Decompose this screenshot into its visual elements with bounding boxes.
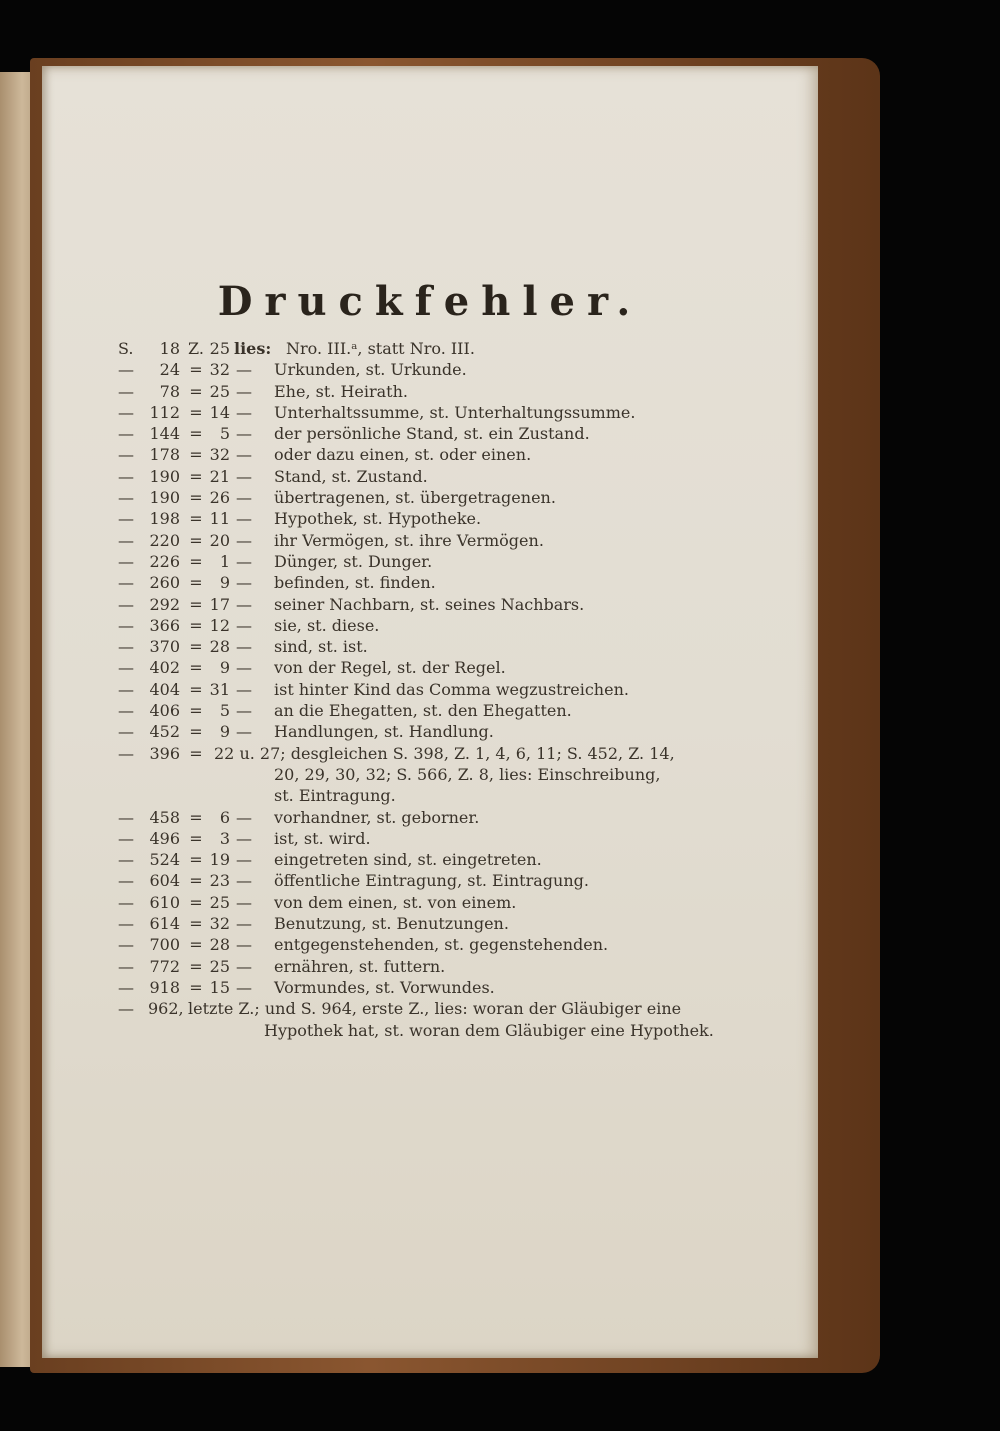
line-number: 12 [209,615,230,635]
dash: — [118,892,134,912]
dash: — [236,722,252,742]
ditto-mark: = [189,594,203,614]
dash: — [236,701,252,721]
errata-row [118,913,758,934]
page-number: 458 [149,807,180,827]
errata-list [118,338,758,1041]
page-number: 190 [149,466,180,486]
correction-text: entgegenstehenden, st. gegenstehenden. [274,935,609,955]
dash: — [236,466,252,486]
dash: — [118,977,134,997]
dash: — [236,402,252,422]
errata-row [118,892,758,913]
correction-text: von der Regel, st. der Regel. [274,658,506,678]
page-number: 18 [159,339,180,358]
errata-row-long [118,743,758,807]
errata-row [118,934,758,955]
correction-text: Urkunden, st. Urkunde. [274,360,467,380]
errata-row [118,487,758,508]
dash: — [236,914,252,934]
dash: — [236,381,252,401]
dash: — [118,807,134,827]
ditto-mark: = [189,573,203,593]
correction-text: ernähren, st. futtern. [274,956,446,976]
ditto-mark: = [189,381,203,401]
ditto-mark: = [189,658,203,678]
dash: — [118,509,134,529]
dash: — [118,402,134,422]
dash: — [118,360,134,380]
ditto-mark: = [189,424,203,444]
correction-text: übertragenen, st. übergetragenen. [274,488,556,508]
errata-row [118,849,758,870]
correction-text: seiner Nachbarn, st. seines Nachbars. [274,594,585,614]
dash: — [236,445,252,465]
dash: — [118,743,134,763]
ditto-mark: = [189,488,203,508]
line-number: 25 [209,381,230,401]
correction-text: ihr Vermögen, st. ihre Vermögen. [274,530,544,550]
line-number: 23 [209,871,230,891]
dash: — [236,956,252,976]
line-number: 25 [209,956,230,976]
dash: — [236,892,252,912]
dash: — [118,466,134,486]
page-number: 396 [149,743,180,763]
line-number: 31 [209,679,230,699]
dash: — [236,871,252,891]
dash: — [236,935,252,955]
line-number: 25 [209,339,230,358]
ditto-mark: = [189,360,203,380]
line-number: 1 [219,551,230,571]
ditto-mark: = [189,743,203,763]
errata-row [118,594,758,615]
line-number: 9 [219,658,230,678]
ditto-mark: = [189,892,203,912]
correction-text: Nro. III.ᵃ, statt Nro. III. [286,339,475,358]
ditto-mark: = [189,530,203,550]
page-number: 178 [149,445,180,465]
dash: — [236,658,252,678]
page-number: 292 [149,594,180,614]
dash: — [118,594,134,614]
ditto-mark: = [189,509,203,529]
line-number: 32 [209,445,230,465]
errata-row [118,636,758,657]
errata-row [118,466,758,487]
line-number: 5 [219,424,230,444]
page-number: 700 [149,935,180,955]
line-number: 17 [209,594,230,614]
dash: — [118,658,134,678]
ditto-mark: = [189,615,203,635]
correction-text: oder dazu einen, st. oder einen. [274,445,532,465]
dash: — [118,530,134,550]
page-number: 524 [149,850,180,870]
ditto-mark: = [189,551,203,571]
correction-text: von dem einen, st. von einem. [274,892,517,912]
lies-label: lies: [234,339,272,358]
page-number: 190 [149,488,180,508]
ditto-mark: = [189,807,203,827]
page-number: 366 [149,615,180,635]
line-number: 28 [209,935,230,955]
correction-text: Unterhaltssumme, st. Unterhaltungssumme. [274,402,636,422]
dash: — [118,999,134,1019]
ditto-mark: = [189,828,203,848]
correction-text: Handlungen, st. Handlung. [274,722,494,742]
line-number: 25 [209,892,230,912]
errata-row [118,977,758,998]
errata-row [118,381,758,402]
dash: — [236,573,252,593]
correction-text: befinden, st. finden. [274,573,436,593]
line-number: 9 [219,573,230,593]
dash: — [118,956,134,976]
dash: — [236,850,252,870]
errata-row [118,700,758,721]
correction-text: Benutzung, st. Benutzungen. [274,914,509,934]
errata-row-header [118,338,758,359]
ditto-mark: = [189,935,203,955]
page-number: 404 [149,679,180,699]
ditto-mark: = [189,701,203,721]
dash: — [118,445,134,465]
dash: — [118,871,134,891]
errata-row [118,444,758,465]
errata-row [118,402,758,423]
line-number: 3 [219,828,230,848]
page-number: 496 [149,828,180,848]
page-number: 610 [149,892,180,912]
page-number: 144 [149,424,180,444]
dash: — [118,551,134,571]
line-number: 26 [209,488,230,508]
page-number: 112 [149,402,180,422]
correction-text: sie, st. diese. [274,615,380,635]
dash: — [236,509,252,529]
errata-row [118,657,758,678]
errata-row [118,679,758,700]
page-number: 962, [148,999,184,1019]
errata-row [118,508,758,529]
correction-text: öffentliche Eintragung, st. Eintragung. [274,871,589,891]
dash: — [236,360,252,380]
errata-row [118,572,758,593]
page-number: 260 [149,573,180,593]
page-number: 198 [149,509,180,529]
dash: — [118,914,134,934]
errata-row [118,423,758,444]
dash: — [236,615,252,635]
page-number: 406 [149,701,180,721]
errata-row [118,359,758,380]
correction-text: an die Ehegatten, st. den Ehegatten. [274,701,572,721]
errata-row [118,551,758,572]
correction-text: Dünger, st. Dunger. [274,551,433,571]
dash: — [118,701,134,721]
correction-text: eingetreten sind, st. eingetreten. [274,850,542,870]
page-number: 918 [149,977,180,997]
page-number: 78 [159,381,180,401]
dash: — [118,637,134,657]
continuation-text: 20, 29, 30, 32; S. 566, Z. 8, lies: Einschreibung, [274,764,661,784]
dash: — [236,828,252,848]
dash: — [118,850,134,870]
errata-row [118,721,758,742]
dash: — [236,807,252,827]
line-number: 28 [209,637,230,657]
line-number: 14 [209,402,230,422]
dash: — [236,551,252,571]
ditto-mark: = [189,914,203,934]
dash: — [236,424,252,444]
dash: — [118,935,134,955]
dash: — [118,615,134,635]
ditto-mark: = [189,637,203,657]
page-number: 604 [149,871,180,891]
dash: — [236,977,252,997]
correction-text: ist hinter Kind das Comma wegzustreichen. [274,679,629,699]
correction-text: der persönliche Stand, st. ein Zustand. [274,424,590,444]
line-number: 32 [209,360,230,380]
errata-row [118,615,758,636]
dash: — [236,637,252,657]
line-number: 6 [219,807,230,827]
line-number: 19 [209,850,230,870]
line-number: 20 [209,530,230,550]
page-number: 370 [149,637,180,657]
dash: — [118,828,134,848]
page-number: 614 [149,914,180,934]
ditto-mark: = [189,722,203,742]
dash: — [236,530,252,550]
errata-row-long [118,998,758,1041]
ditto-mark: = [189,977,203,997]
correction-text: Hypothek, st. Hypotheke. [274,509,482,529]
ditto-mark: = [189,679,203,699]
dash: — [236,488,252,508]
correction-text: ist, st. wird. [274,828,371,848]
page-title: Druckfehler. [217,278,643,325]
correction-text: Ehe, st. Heirath. [274,381,408,401]
book-page [42,66,818,1358]
line-number: 32 [209,914,230,934]
line-number: 21 [209,466,230,486]
line-abbrev: Z. [188,339,204,358]
ditto-mark: = [189,466,203,486]
continuation-text: st. Eintragung. [274,786,396,806]
correction-text: sind, st. ist. [274,637,368,657]
continuation-text: Hypothek hat, st. woran dem Gläubiger eine Hypothek. [264,1020,714,1040]
ditto-mark: = [189,850,203,870]
line-number: 15 [209,977,230,997]
errata-row [118,530,758,551]
dash: — [118,679,134,699]
page-number: 220 [149,530,180,550]
errata-row [118,870,758,891]
page-number: 772 [149,956,180,976]
dash: — [236,679,252,699]
errata-row [118,828,758,849]
ditto-mark: = [189,402,203,422]
dash: — [118,573,134,593]
line-ref-text: 22 u. 27; desgleichen S. 398, Z. 1, 4, 6, 11; S. 452, Z. 14, [214,743,675,763]
page-abbrev: S. [118,339,134,358]
dash: — [118,488,134,508]
dash: — [118,424,134,444]
line-number: 9 [219,722,230,742]
line-ref-text: letzte Z.; und S. 964, erste Z., lies: woran der Gläubiger eine [188,999,682,1019]
line-number: 11 [209,509,230,529]
page-number: 226 [149,551,180,571]
ditto-mark: = [189,956,203,976]
dash: — [118,381,134,401]
page-number: 24 [159,360,180,380]
ditto-mark: = [189,445,203,465]
dash: — [236,594,252,614]
correction-text: Stand, st. Zustand. [274,466,428,486]
dash: — [118,722,134,742]
page-number: 402 [149,658,180,678]
ditto-mark: = [189,871,203,891]
correction-text: Vormundes, st. Vorwundes. [274,977,495,997]
errata-row [118,956,758,977]
correction-text: vorhandner, st. geborner. [274,807,480,827]
line-number: 5 [219,701,230,721]
errata-row [118,807,758,828]
page-number: 452 [149,722,180,742]
